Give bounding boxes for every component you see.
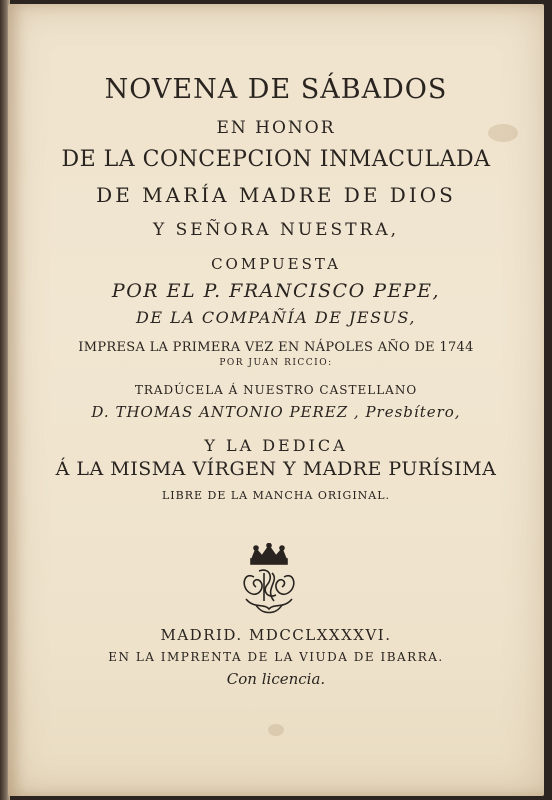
subtitle-en-honor: EN HONOR <box>216 118 336 138</box>
subtitle-senora: Y SEÑORA NUESTRA, <box>152 220 400 240</box>
imprint-place-year: MADRID. MDCCLXXXXVI. <box>160 626 392 644</box>
subtitle-maria: DE MARÍA MADRE DE DIOS <box>96 183 456 207</box>
author-line: POR EL P. FRANCISCO PEPE, <box>111 280 441 302</box>
translator-line: D. THOMAS ANTONIO PEREZ , Presbítero, <box>91 403 461 421</box>
book-title: NOVENA DE SÁBADOS <box>104 74 448 105</box>
foxing-spot <box>268 724 284 736</box>
first-edition-line: IMPRESA LA PRIMERA VEZ EN NÁPOLES AÑO DE 1744 <box>78 340 474 355</box>
dedication-label: Y LA DEDICA <box>204 436 348 455</box>
subtitle-concepcion: DE LA CONCEPCION INMACULADA <box>61 147 491 172</box>
crowned-monogram-icon <box>234 543 304 618</box>
dedication-subline: LIBRE DE LA MANCHA ORIGINAL. <box>161 489 391 502</box>
translation-line: TRADÚCELA Á NUESTRO CASTELLANO <box>134 383 418 397</box>
imprint-printer: EN LA IMPRENTA DE LA VIUDA DE IBARRA. <box>108 650 444 664</box>
compuesta-label: COMPUESTA <box>211 255 341 273</box>
first-printer-line: POR JUAN RICCIO: <box>219 358 333 368</box>
imprint-license: Con licencia. <box>226 670 326 688</box>
dedication-line: Á LA MISMA VÍRGEN Y MADRE PURÍSIMA <box>55 458 497 480</box>
order-line: DE LA COMPAÑÍA DE JESUS, <box>135 308 417 327</box>
